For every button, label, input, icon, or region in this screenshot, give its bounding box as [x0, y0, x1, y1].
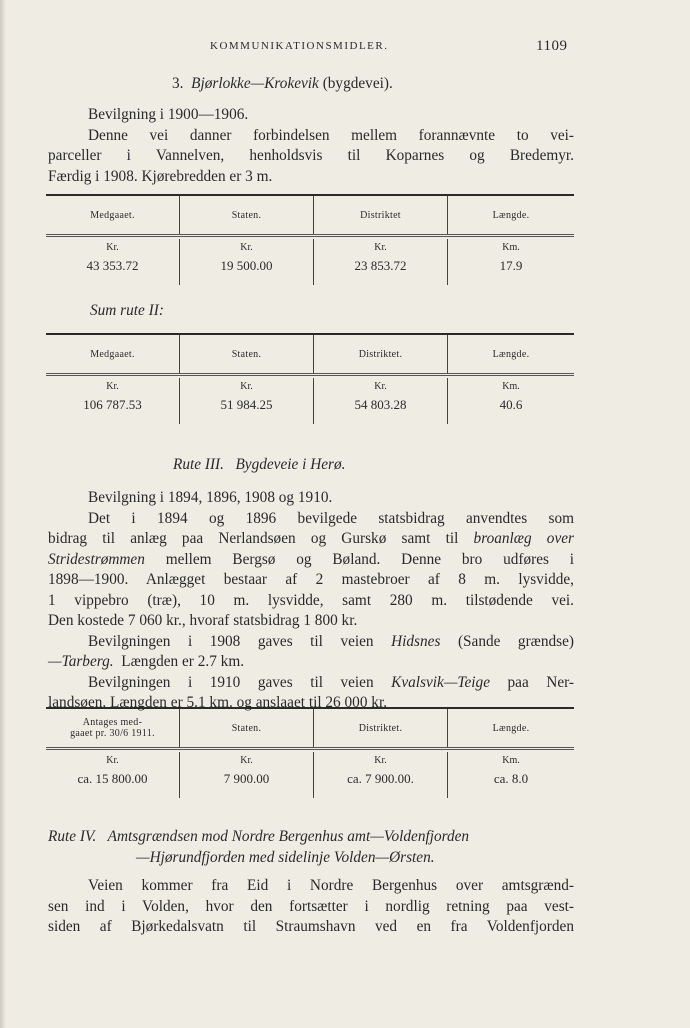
rute-3-p3-text: Bevilgningen i 1908 gaves til veien [88, 632, 374, 650]
section-3-line: Bevilgning i 1900—1906. [88, 106, 249, 123]
sum-rute-label [90, 302, 164, 320]
table-row [46, 376, 574, 424]
table-cell [448, 239, 574, 285]
table-cell [180, 752, 314, 798]
table-cell [314, 752, 448, 798]
rute-3-p2-line: 1898—1900. Anlægget bestaar af 2 mastebroer af 8 m. lysvidde, [48, 571, 574, 588]
section-3-line: parceller i Vannelven, henholdsvis til Koparnes og Bredemyr. [48, 147, 574, 164]
table-header-cell: Længde. [492, 348, 530, 360]
value: 40.6 [499, 397, 523, 412]
value: 106 787.53 [83, 397, 142, 412]
table-header-row [46, 709, 574, 750]
rute-3-p4-text: Bevilgningen i 1910 gaves til veien [88, 673, 374, 691]
section-3-text [48, 105, 574, 187]
rute-3-p2-text: mellem Bergsø og Bøland. Denne bro udføres i [165, 550, 575, 568]
rute-3-p2-line: 1 vippebro (træ), 10 m. lysvidde, samt 280 m. tilstødende vei. [48, 591, 574, 609]
value: 23 853.72 [354, 258, 407, 273]
unit-label: Kr. [374, 755, 387, 766]
rute-3-p4-line: landsøen. Længden er 5.1 km. og anslaaet til 26 000 kr. [48, 694, 388, 711]
unit-label: Km. [502, 755, 520, 766]
rute-4-title-c: —Hjørundfjorden med sidelinje Volden—Ørsten. [136, 849, 435, 866]
rute-3-p2-line [48, 550, 574, 571]
table-header-cell: Distriktet [314, 196, 448, 234]
section-3-subtitle: (bygdevei). [322, 75, 393, 92]
table-header-cell: Staten. [180, 709, 314, 747]
table-1 [46, 194, 574, 285]
rute-3-text [48, 488, 574, 714]
table-header-row [46, 335, 574, 376]
table-cell [46, 752, 180, 798]
table-row [46, 237, 574, 285]
table-header-cell: Staten. [180, 196, 314, 234]
table-header-cell: Længde. [492, 722, 530, 734]
rute-3-p4-italic: Kvalsvik—Teige [391, 673, 490, 691]
table-cell [448, 752, 574, 798]
value: 51 984.25 [220, 397, 273, 412]
unit-label: Km. [502, 381, 520, 392]
section-3-line: Færdig i 1908. Kjørebredden er 3 m. [48, 167, 273, 185]
rute-3-p2-italic: Stridestrømmen [48, 550, 145, 568]
rute-3-p2-line [48, 529, 574, 550]
unit-label: Kr. [374, 242, 387, 253]
unit-label: Kr. [374, 381, 387, 392]
rute-4-title-b: Amtsgrændsen mod Nordre Bergenhus amt—Voldenfjorden [107, 828, 470, 845]
sum-rute-text: Sum rute II: [90, 302, 164, 319]
table-cell [180, 239, 314, 285]
rute-3-p4-line [48, 673, 574, 694]
table-cell [314, 239, 448, 285]
unit-label: Kr. [240, 242, 253, 253]
section-3-number: 3. [172, 75, 184, 92]
rute-4-title-a: Rute IV. [48, 828, 97, 845]
rute-3-p3-text: (Sande grændse) [457, 632, 575, 650]
rute-3-p3-text: Længden er 2.7 km. [121, 653, 245, 670]
rute-4-heading-line-1 [48, 828, 469, 846]
unit-label: Kr. [106, 381, 119, 392]
table-header-cell: Medgaaet. [46, 196, 180, 234]
table-cell [448, 378, 574, 424]
unit-label: Kr. [240, 755, 253, 766]
rute-3-p4-text: paa Ner- [507, 673, 575, 691]
rute-3-p2-italic: broanlæg over [473, 530, 574, 547]
rute-3-heading [173, 456, 345, 474]
table-header-row [46, 196, 574, 237]
unit-label: Kr. [106, 755, 119, 766]
table-header-text: gaaet pr. 30/6 1911. [70, 728, 155, 739]
section-3-heading [172, 75, 393, 93]
table-2 [46, 333, 574, 424]
table-header-cell: Staten. [180, 335, 314, 373]
rute-3-p3-italic: —Tarberg. [48, 653, 114, 670]
rute-4-line: Veien kommer fra Eid i Nordre Bergenhus over amtsgrænd- [88, 877, 574, 894]
value: 54 803.28 [354, 397, 407, 412]
rute-3-title-a: Rute III. [173, 456, 224, 473]
rute-3-p2-line: Den kostede 7 060 kr., hvoraf statsbidrag 1 800 kr. [48, 612, 358, 629]
rute-4-heading-line-2 [136, 849, 435, 867]
value: ca. 15 800.00 [77, 771, 148, 786]
rute-3-p3-line [48, 652, 574, 673]
rute-4-text [48, 876, 574, 938]
rute-4-line: sen ind i Volden, hvor den fortsætter i nordlig retning paa vest- [48, 897, 574, 915]
rute-3-p1: Bevilgning i 1894, 1896, 1908 og 1910. [88, 489, 333, 506]
table-3 [46, 707, 574, 798]
table-header-cell [46, 709, 180, 747]
table-header-text: Antages med- [82, 717, 143, 728]
rute-3-p2-text: bidrag til anlæg paa Nerlandsøen og Gurskø samt til [48, 530, 459, 547]
section-3-line: Denne vei danner forbindelsen mellem forannævnte to vei- [88, 126, 574, 144]
rute-4-line: siden af Bjørkedalsvatn til Straumshavn ved en fra Voldenfjorden [48, 918, 574, 935]
value: ca. 7 900.00. [347, 771, 414, 786]
running-title: KOMMUNIKATIONSMIDLER. [210, 40, 389, 52]
table-header-cell: Længde. [492, 209, 530, 221]
value: ca. 8.0 [493, 771, 529, 786]
unit-label: Kr. [240, 381, 253, 392]
value: 43 353.72 [86, 258, 139, 273]
table-cell [314, 378, 448, 424]
page-edge [0, 0, 6, 1028]
value: 7 900.00 [223, 771, 270, 786]
table-header-cell: Distriktet. [314, 709, 448, 747]
table-cell [46, 239, 180, 285]
table-cell [180, 378, 314, 424]
rute-3-p3-line [48, 632, 574, 653]
table-header-cell: Distriktet. [314, 335, 448, 373]
table-header-cell: Medgaaet. [46, 335, 180, 373]
rute-3-p2-line: Det i 1894 og 1896 bevilgede statsbidrag anvendtes som [88, 509, 574, 527]
section-3-title: Bjørlokke—Krokevik [191, 75, 319, 92]
table-cell [46, 378, 180, 424]
unit-label: Km. [502, 242, 520, 253]
rute-3-p3-italic: Hidsnes [391, 632, 441, 650]
rute-3-title-b: Bygdeveie i Herø. [235, 456, 346, 473]
table-row [46, 750, 574, 798]
value: 19 500.00 [220, 258, 273, 273]
value: 17.9 [499, 258, 523, 273]
unit-label: Kr. [106, 242, 119, 253]
page-number: 1109 [536, 38, 568, 54]
